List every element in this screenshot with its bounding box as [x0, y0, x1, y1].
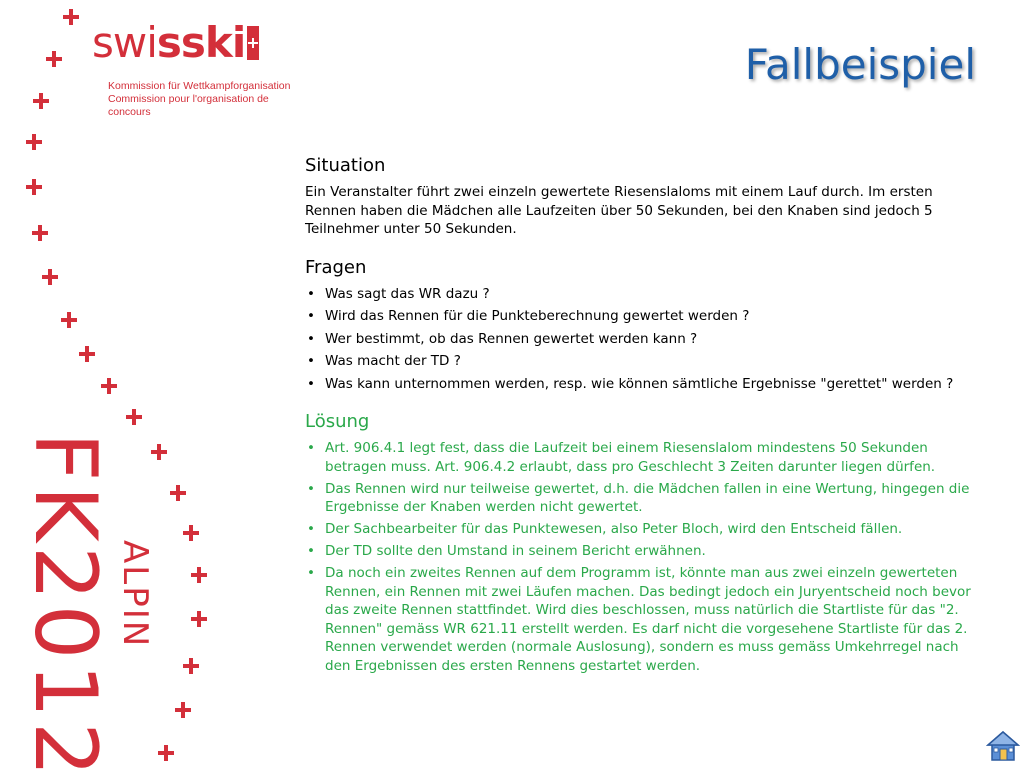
plus-cross-icon [126, 409, 142, 425]
logo-word-bold: sski [156, 18, 246, 67]
fragen-item: • Wer bestimmt, ob das Rennen gewertet werden kann ? [305, 330, 985, 349]
plus-cross-icon [32, 225, 48, 241]
home-icon [986, 730, 1020, 762]
logo-wordmark [92, 18, 259, 67]
plus-cross-icon [63, 9, 79, 25]
loesung-item: • Der TD sollte den Umstand in seinem Bericht erwähnen. [305, 542, 985, 561]
loesung-item: • Der Sachbearbeiter für das Punktewesen, also Peter Bloch, wird den Entscheid fällen. [305, 520, 985, 539]
plus-cross-icon [191, 567, 207, 583]
swissski-logo [92, 18, 312, 119]
fragen-heading: Fragen [305, 256, 367, 278]
plus-cross-icon [158, 745, 174, 761]
loesung-list [305, 439, 985, 675]
fragen-list [305, 285, 985, 394]
plus-cross-icon [170, 485, 186, 501]
plus-cross-icon [183, 658, 199, 674]
fragen-item: • Was kann unternommen werden, resp. wie können sämtliche Ergebnisse "gerettet" werden ? [305, 375, 985, 394]
plus-cross-icon [26, 179, 42, 195]
loesung-item: • Art. 906.4.1 legt fest, dass die Laufzeit bei einem Riesenslalom mindestens 50 Sekunden betragen muss. Art. 906.4.2 erlaubt, dass pro Geschlecht 3 Zeiten darunter liegen dürfen. [305, 439, 985, 476]
vertical-fk2012: FK2012 [15, 432, 115, 781]
plus-cross-icon [151, 444, 167, 460]
plus-cross-icon [33, 93, 49, 109]
plus-cross-icon [191, 611, 207, 627]
loesung-heading: Lösung [305, 411, 370, 432]
plus-cross-icon [175, 702, 191, 718]
situation-heading: Situation [305, 155, 386, 176]
logo-subtitle-de: Kommission für Wettkampforganisation [108, 80, 291, 92]
plus-cross-icon [26, 134, 42, 150]
fragen-item: • Wird das Rennen für die Punkteberechnung gewertet werden ? [305, 307, 985, 326]
fragen-item: • Was macht der TD ? [305, 352, 985, 371]
plus-cross-icon [183, 525, 199, 541]
vertical-alpin: ALPIN [115, 540, 155, 649]
plus-cross-icon [42, 269, 58, 285]
plus-cross-icon [46, 51, 62, 67]
logo-subtitle-fr: Commission pour l'organisation de concours [108, 93, 269, 118]
slide-content [305, 155, 985, 693]
plus-cross-icon [101, 378, 117, 394]
plus-cross-icon [79, 346, 95, 362]
plus-cross-icon [61, 312, 77, 328]
logo-subtitle [108, 80, 312, 119]
fragen-item: • Was sagt das WR dazu ? [305, 285, 985, 304]
slide-title: Fallbeispiel [744, 40, 976, 89]
loesung-item: • Da noch ein zweites Rennen auf dem Programm ist, könnte man aus zwei einzeln gewerteten Rennen, ein Rennen mit zwei Läufen machen. Das bedingt jedoch ein Juryentscheid noch bevor das zweite Rennen stattfindet. Wird dies beschlossen, muss natürlich die Startliste für das "2. Rennen" gemäss WR 621.11 erstellt werden. Es darf nicht die vorgesehene Startliste für das 2. Rennen verwendet werden (normale Auslosung), sondern es muss gemäss Umkehrregel nach den Ergebnissen des ersten Rennens gestartet werden. [305, 564, 985, 675]
loesung-item: • Das Rennen wird nur teilweise gewertet, d.h. die Mädchen fallen in eine Wertung, hingegen die Ergebnisse der Knaben werden nicht gewertet. [305, 480, 985, 517]
logo-word-thin: swi [92, 18, 157, 67]
home-button[interactable] [986, 730, 1020, 762]
situation-text: Ein Veranstalter führt zwei einzeln gewertete Riesenslaloms mit einem Lauf durch. Im ersten Rennen haben die Mädchen alle Laufzeiten über 50 Sekunden, bei den Knaben sind jedoch 5 Teilnehmer unter 50 Sekunden. [305, 184, 933, 237]
swiss-cross-icon [247, 26, 259, 60]
